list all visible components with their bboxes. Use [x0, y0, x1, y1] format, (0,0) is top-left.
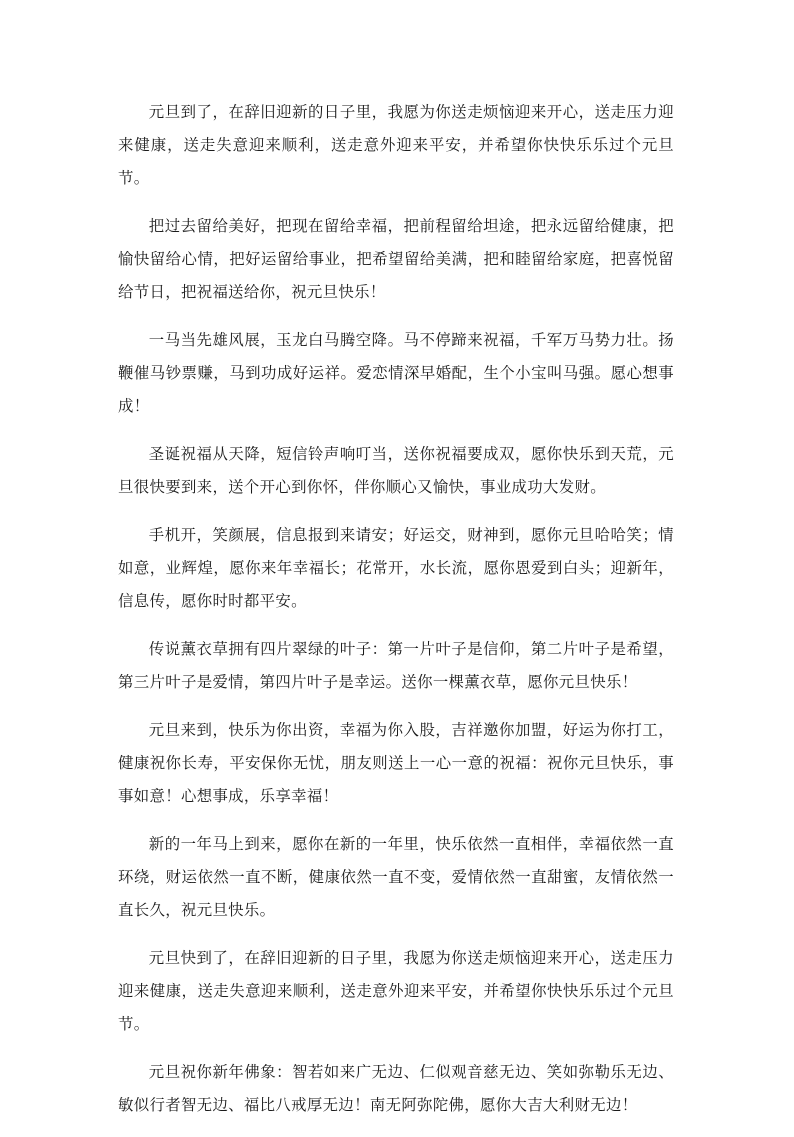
document-body — [118, 96, 674, 1137]
paragraph-5: 手机开，笑颜展，信息报到来请安；好运交，财神到，愿你元旦哈哈笑；情如意，业辉煌，愿你来年幸福长；花常开，水长流，愿你恩爱到白头；迎新年，信息传，愿你时时都平安。 — [118, 526, 674, 610]
paragraph-2: 把过去留给美好，把现在留给幸福，把前程留给坦途，把永远留给健康，把愉快留给心情，把好运留给事业，把希望留给美满，把和睦留给家庭，把喜悦留给节日，把祝福送给你，祝元旦快乐！ — [118, 217, 674, 301]
paragraph-10: 元旦祝你新年佛象：智若如来广无边、仁似观音慈无边、笑如弥勒乐无边、敏似行者智无边、福比八戒厚无边！南无阿弥陀佛，愿你大吉大利财无边！ — [118, 1063, 674, 1114]
paragraph-7: 元旦来到，快乐为你出资，幸福为你入股，吉祥邀你加盟，好运为你打工，健康祝你长寿，平安保你无忧，朋友则送上一心一意的祝福：祝你元旦快乐，事事如意！心想事成，乐享幸福！ — [118, 721, 674, 805]
paragraph-8: 新的一年马上到来，愿你在新的一年里，快乐依然一直相伴，幸福依然一直环绕，财运依然一直不断，健康依然一直不变，爱情依然一直甜蜜，友情依然一直长久，祝元旦快乐。 — [118, 835, 674, 919]
paragraph-3: 一马当先雄风展，玉龙白马腾空降。马不停蹄来祝福，千军万马势力壮。扬鞭催马钞票赚，马到功成好运祥。爱恋情深早婚配，生个小宝叫马强。愿心想事成！ — [118, 331, 674, 415]
paragraph-4: 圣诞祝福从天降，短信铃声响叮当，送你祝福要成双，愿你快乐到天荒，元旦很快要到来，送个开心到你怀，伴你顺心又愉快，事业成功大发财。 — [118, 445, 674, 496]
paragraph-1: 元旦到了，在辞旧迎新的日子里，我愿为你送走烦恼迎来开心，送走压力迎来健康，送走失意迎来顺利，送走意外迎来平安，并希望你快快乐乐过个元旦节。 — [118, 103, 674, 187]
paragraph-9: 元旦快到了，在辞旧迎新的日子里，我愿为你送走烦恼迎来开心，送走压力迎来健康，送走失意迎来顺利，送走意外迎来平安，并希望你快快乐乐过个元旦节。 — [118, 949, 674, 1033]
paragraph-6: 传说薰衣草拥有四片翠绿的叶子：第一片叶子是信仰，第二片叶子是希望，第三片叶子是爱情，第四片叶子是幸运。送你一棵薰衣草，愿你元旦快乐！ — [118, 640, 674, 691]
